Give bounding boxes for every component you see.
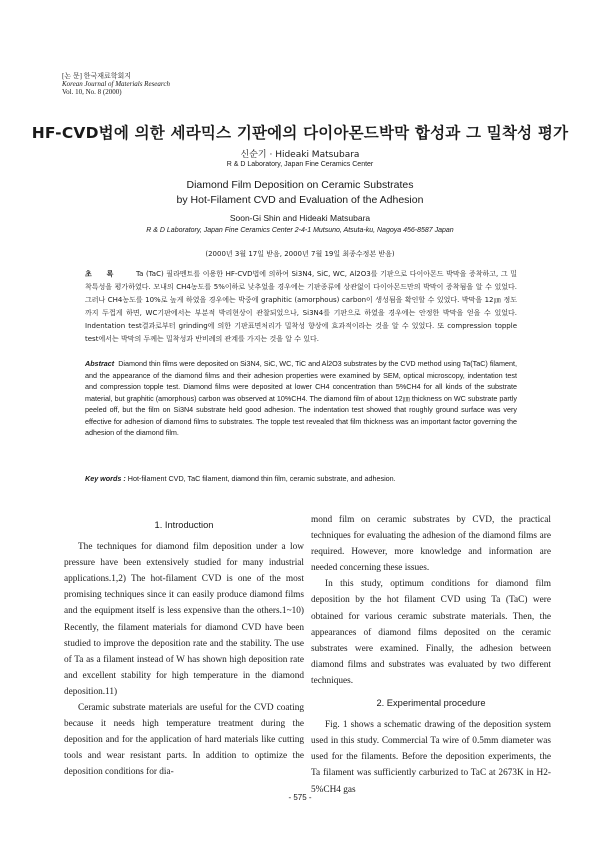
journal-volume: Vol. 10, No. 8 (2000) <box>62 88 122 96</box>
section-heading-experimental: 2. Experimental procedure <box>376 698 486 709</box>
journal-name-korean: [논 문] 한국재료학회지 <box>62 72 132 80</box>
section-heading-introduction: 1. Introduction <box>154 520 214 530</box>
paragraph: mond film on ceramic substrates by CVD, the practical techniques for evaluating the adhesion of the diamond films are required. However, more knowledge and information are needed concerning these issues. <box>311 515 551 574</box>
right-column <box>311 512 551 798</box>
korean-abstract-text: Ta (TaC) 필라멘트를 이용한 HF-CVD법에 의하여 Si3N4, SiC, WC, Al2O3를 기판으로 다이아몬드 박막을 증착하고, 그 밀착특성을 평가하였다. 모내의 CH4농도를 5%이하로 낮추었을 경우에는 기판종류에 상관없이 다이아몬드만의 박막이 증착됨을 알 수 있었다. 그러나 CH4농도를 10%로 높게 하였을 경우에는 박중에 graphitic (amorphous) carbon이 생성됨을 확인할 수 있었다. 박막을 12㎛ 정도까지 두껍게 하면, WC기판에서는 부분적 박리현상이 관찰되었으나, Si3N4를 기판으로 하였을 경우에는 안정한 박막을 얻을 수 있었다. Indentation test결과로부터 grinding에 의한 기판표면처리가 밀착성 향상에 효과적이라는 것을 알 수 있었다. 또 compression topple test에서는 박막의 두께는 밀착성과 반비례의 관계를 가지는 것을 알 수 있다. <box>85 270 517 343</box>
paragraph: Fig. 1 shows a schematic drawing of the deposition system used in this study. Commercial Ta wire of 0.5mm diameter was used for the filaments. Before the deposition experiments, the Ta filament was sufficiently carburized to TaC at 2673K in H2-5%CH4 gas <box>311 720 551 795</box>
left-column <box>64 517 304 781</box>
korean-authors: 신순기 · Hideaki Matsubara <box>240 150 360 160</box>
korean-title: HF-CVD법에 의한 세라믹스 기판에의 다이아몬드박막 합성과 그 밀착성 평가 <box>31 124 569 142</box>
english-title <box>0 178 600 208</box>
paragraph: The techniques for diamond film deposition under a low pressure have been extensively studied for many industrial applications.1,2) The hot-filament CVD is one of the most promising techniques since it can easily produce diamond films and the equipment itself is less expensive than the others.1~10) Recently, the filament materials for diamond CVD have been studied to improve the deposition rate and the stability. The use of Ta as a filament instead of W has shown high deposition rate and excellent stability for high temperature in the diamond deposition.11) <box>64 542 304 697</box>
english-abstract <box>85 358 517 439</box>
korean-abstract-label: 초 록 <box>85 270 120 278</box>
keywords <box>85 474 517 483</box>
abstract-text: Diamond thin films were deposited on Si3N4, SiC, WC, TiC and Al2O3 substrates by the CVD method using Ta(TaC) filament, and the appearance of the diamond films and their adhesion properties were examined by SEM, optical microscopy, indentation test and compression topple test. Diamond films were deposited at lower CH4 concentration than 5%CH4 for all kinds of the substrate material, but graphitic (amorphous) carbon was observed at 10%CH4. The diamond film of about 12㎛ thickness on WC substrate partly peeled off, but the film on Si3N4 substrate held good adhesion. The indentation test showed that roughly ground surface was very effective for adhesion of diamond films to substrates. The topple test revealed that film thickness was an important factor governing the adhesion of the diamond film. <box>85 359 517 437</box>
korean-affiliation: R & D Laboratory, Japan Fine Ceramics Center <box>226 161 374 168</box>
english-affiliation: R & D Laboratory, Japan Fine Ceramics Center 2-4-1 Mutsuno, Atsuta-ku, Nagoya 456-8587 Japan <box>146 227 454 234</box>
journal-header <box>62 72 170 96</box>
keywords-label: Key words : <box>85 474 126 483</box>
english-title-line1: Diamond Film Deposition on Ceramic Substrates <box>186 179 414 191</box>
abstract-label: Abstract <box>85 359 115 368</box>
keywords-text: Hot-filament CVD, TaC filament, diamond thin film, ceramic substrate, and adhesion. <box>127 474 396 483</box>
received-dates: (2000년 3월 17일 받음, 2000년 7월 19일 최종수정본 받음) <box>205 250 395 258</box>
english-title-line2: by Hot-Filament CVD and Evaluation of the Adhesion <box>176 194 424 206</box>
paragraph: In this study, optimum conditions for diamond film deposition by the hot filament CVD using Ta (TaC) were obtained for various ceramic substrate materials. Then, the appearances of diamond films deposited on the ceramic substrates were examined. Finally, the adhesion between diamond films and substrates was evaluated by two different techniques. <box>311 579 551 686</box>
page-number: - 575 - <box>288 793 312 802</box>
paragraph: Ceramic substrate materials are useful for the CVD coating because it needs high temperature treatment during the deposition and for the application of hard materials like cutting tools and wear resistant parts. In addition to optimize the deposition conditions for dia- <box>64 703 304 778</box>
journal-name-english: Korean Journal of Materials Research <box>62 80 170 88</box>
korean-abstract <box>85 268 517 346</box>
english-authors: Soon-Gi Shin and Hideaki Matsubara <box>229 213 371 223</box>
